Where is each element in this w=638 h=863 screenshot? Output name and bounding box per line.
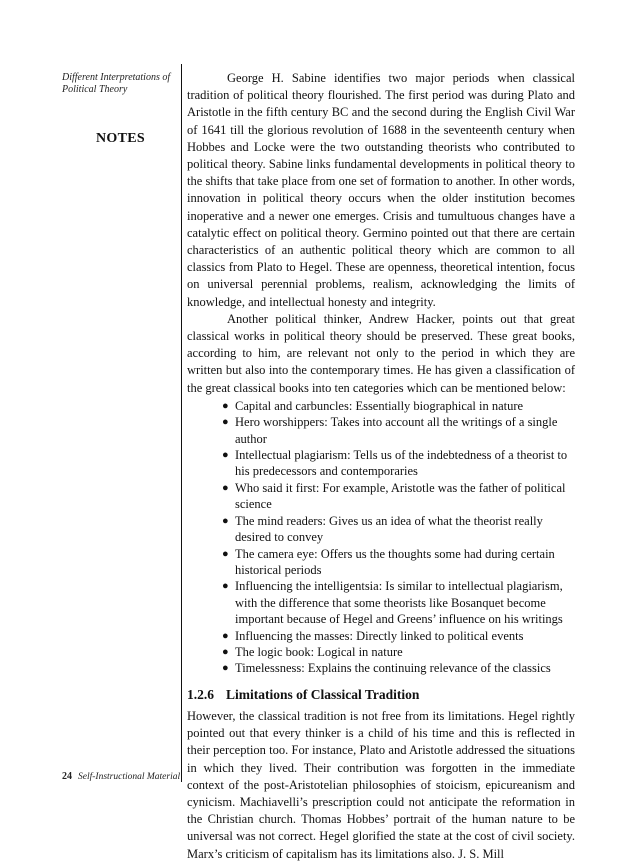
page-number: 24 [62,771,72,782]
bullet-icon: ● [222,662,229,675]
paragraph-limitations: However, the classical tradition is not free from its limitations. Hegel rightly pointed out that every thinker is a child of his time and this is reflected in their perception too. For instance, Plato and Aristotle addressed the situations in which they lived. Their contribution was forgotten in the immediate context of the post-Aristotelian philosophies of stoicism, epicureanism and cynicism. Machiavelli’s prescription could not anticipate the reformation in the Christian church. Thomas Hobbes’ portrait of the human nature to be universal was not correct. Hegel glorified the state at the cost of civil society. Marx’s criticism of capitalism has its limitations also. J. S. Mill [187,708,575,861]
margin-divider [181,64,182,782]
section-title: Limitations of Classical Tradition [226,686,420,702]
bullet-icon: ● [222,547,229,560]
bullet-icon: ● [222,416,229,429]
list-item-text: Influencing the masses: Directly linked to political events [235,628,524,643]
list-item [222,644,575,660]
footer-label: Self-Instructional Material [78,772,181,782]
paragraph-sabine: George H. Sabine identifies two major periods when classical tradition of political theory flourished. The first period was during Plato and Aristotle in the fifth century BC and the second during the English Civil War of 1641 till the glorious revolution of 1688 in the seventeenth century when Hobbes and Locke were the two outstanding theorists who contributed to political theory. Sabine links fundamental developments in political theory to the shifts that take place from one set of formation to another. In other words, innovation in political theory occurs when the older institution becomes inoperative and a newer one emerges. Crisis and tumultuous changes have a catalytic effect on political theory. Germino pointed out that there are certain characteristics of an authentic political theory which are common to all classics from Plato to Hegel. These are openness, theoretical intention, focus on universal perennial problems, realism, acknowledging the limits of knowledge, and intellectual honesty and integrity. [187,71,575,309]
page-footer [62,771,180,782]
list-item-text: The camera eye: Offers us the thoughts some had during certain historical periods [235,546,555,577]
bullet-icon: ● [222,580,229,593]
list-item-text: The logic book: Logical in nature [235,644,403,659]
bullet-icon: ● [222,645,229,658]
list-item-text: Influencing the intelligentsia: Is similar to intellectual plagiarism, with the difference that some theorists like Bosanquet become important because of Hegel and Greens’ influence on his writings [235,579,563,627]
bullet-icon: ● [222,399,229,412]
list-item-text: The mind readers: Gives us an idea of what the theorist really desired to convey [235,513,543,545]
list-item-text: Capital and carbuncles: Essentially biographical in nature [235,398,524,413]
list-item [222,578,575,627]
list-item [222,414,575,447]
list-item [222,480,575,513]
list-item-text: Intellectual plagiarism: Tells us of the indebtedness of a theorist to his predecessors and contemporaries [235,448,568,479]
bullet-icon: ● [222,514,229,527]
list-item [222,660,575,676]
classics-category-list [187,398,575,677]
paragraph-hacker: Another political thinker, Andrew Hacker, points out that great classical works in political theory should be preserved. These great books, according to him, are relevant not only to the period in which they are written but also into the contemporary times. He has given a classification of the great classical books into ten categories which can be mentioned below: [187,311,575,395]
section-number: 1.2.6 [187,686,214,702]
list-item [222,546,575,579]
section-heading [187,686,575,703]
list-item [222,513,575,546]
notes-label: NOTES [96,131,145,146]
bullet-icon: ● [222,481,229,494]
bullet-icon: ● [222,629,229,642]
list-item [222,628,575,644]
page-content [187,70,575,863]
list-item-text: Hero worshippers: Takes into account all the writings of a single author [235,415,558,446]
chapter-title: Different Interpretations of Political Theory [62,72,171,95]
list-item-text: Who said it first: For example, Aristotle was the father of political science [235,480,566,512]
list-item [222,447,575,480]
list-item [222,398,575,414]
list-item-text: Timelessness: Explains the continuing relevance of the classics [235,661,551,676]
bullet-icon: ● [222,449,229,462]
